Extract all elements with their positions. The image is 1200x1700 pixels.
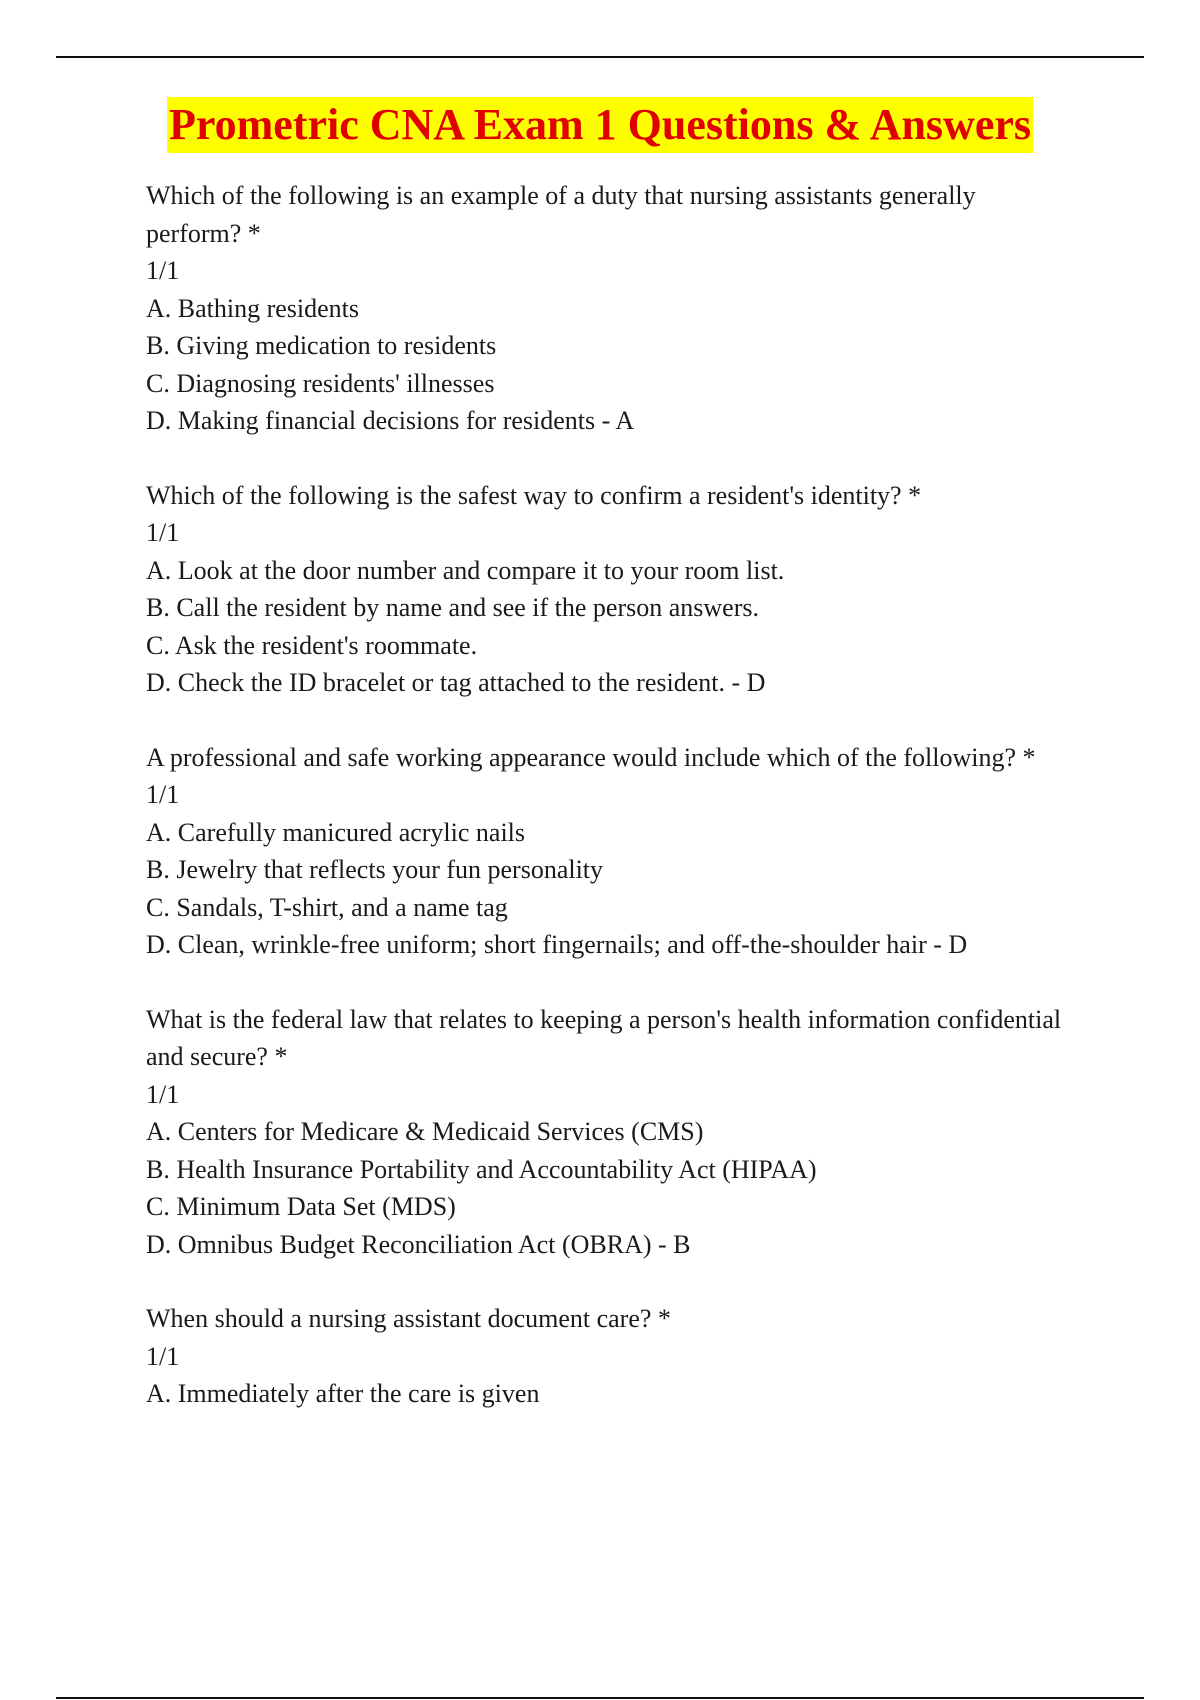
- answer-option: C. Diagnosing residents' illnesses: [146, 368, 495, 398]
- question-1: [146, 177, 1066, 440]
- top-rule: [56, 56, 1144, 58]
- answer-option: A. Bathing residents: [146, 293, 360, 323]
- question-score: 1/1: [146, 256, 180, 285]
- question-score: 1/1: [146, 780, 180, 809]
- answer-option: D. Making financial decisions for residents - A: [146, 406, 635, 435]
- question-2: [146, 477, 1066, 702]
- question-score: 1/1: [146, 518, 180, 547]
- question-text: What is the federal law that relates to keeping a person's health information confidential and secure? *: [146, 1004, 1068, 1071]
- question-text: Which of the following is an example of a duty that nursing assistants generally perform? *: [146, 181, 983, 248]
- question-3: [146, 739, 1066, 964]
- answer-option: D. Omnibus Budget Reconciliation Act (OBRA) - B: [146, 1229, 691, 1259]
- answer-option: B. Health Insurance Portability and Accountability Act (HIPAA): [146, 1154, 817, 1184]
- question-text: Which of the following is the safest way to confirm a resident's identity? *: [146, 480, 922, 510]
- answer-option: C. Sandals, T-shirt, and a name tag: [146, 892, 508, 922]
- question-5: [146, 1300, 1066, 1413]
- question-score: 1/1: [146, 1341, 180, 1371]
- answer-option: A. Immediately after the care is given: [146, 1379, 540, 1408]
- answer-option: A. Carefully manicured acrylic nails: [146, 817, 526, 847]
- question-text: When should a nursing assistant document care? *: [146, 1304, 671, 1333]
- answer-option: C. Ask the resident's roommate.: [146, 630, 478, 660]
- answer-option: A. Look at the door number and compare it to your room list.: [146, 555, 785, 585]
- answer-option: C. Minimum Data Set (MDS): [146, 1192, 456, 1221]
- answer-option: B. Jewelry that reflects your fun personality: [146, 855, 604, 884]
- answer-option: A. Centers for Medicare & Medicaid Services (CMS): [146, 1117, 704, 1146]
- document-title: Prometric CNA Exam 1 Questions & Answers: [167, 97, 1033, 153]
- title-block: [0, 97, 1200, 153]
- answer-option: B. Call the resident by name and see if the person answers.: [146, 593, 759, 622]
- question-4: [146, 1001, 1066, 1264]
- answer-option: B. Giving medication to residents: [146, 331, 497, 360]
- question-score: 1/1: [146, 1079, 180, 1109]
- answer-option: D. Check the ID bracelet or tag attached to the resident. - D: [146, 668, 766, 697]
- question-text: A professional and safe working appearance would include which of the following? *: [146, 742, 1036, 772]
- question-list: [146, 177, 1066, 1450]
- answer-option: D. Clean, wrinkle-free uniform; short fingernails; and off-the-shoulder hair - D: [146, 930, 968, 959]
- bottom-rule: [56, 1697, 1144, 1699]
